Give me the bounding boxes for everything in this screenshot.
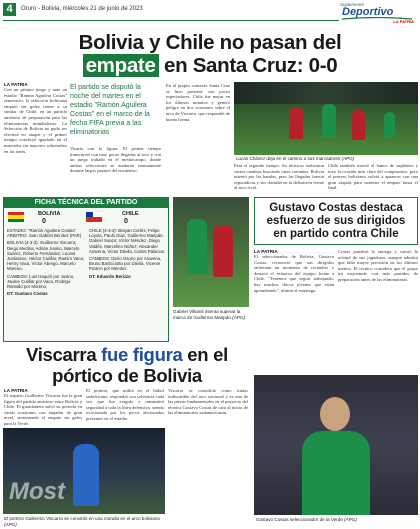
match-photo-1	[234, 82, 418, 155]
headline-rest: en Santa Cruz: 0-0	[163, 54, 338, 77]
callout-text: El partido se disputó la noche del martes en el estadio "Ramón Aguilera Costas" en el marco de la fecha FIFA previa a las eliminatorias	[70, 84, 150, 136]
home-coach: DT: Gustavo Costas	[7, 291, 48, 297]
byline: LA PATRIA	[4, 388, 28, 393]
viscarra-photo	[3, 428, 165, 514]
away-team-sheet	[89, 228, 167, 279]
away-team: CHILE	[122, 211, 139, 217]
headline-line2	[0, 54, 420, 78]
photo-caption: El portero Guillermo Viscarra se convirtió en una muralla en el arco boliviano (APG)	[4, 516, 160, 527]
coach-head	[320, 397, 350, 431]
article-col-1	[4, 82, 67, 154]
costas-col-1	[254, 249, 334, 293]
player-green	[384, 112, 395, 138]
home-changes: CAMBIOS: Luis Haquín por Jusino, Jaume Cuéllar por Vaca, Rodrigo Ramallo por Moreno.	[7, 273, 75, 290]
article-text: Costas ponderó la entrega y valoró la actitud de sus jugadores, aunque admitió que falta mayor precisión en los últimos metros. El técnico considera que el grupo irá mejorando con más partidos de preparación antes de las eliminatorias.	[338, 249, 418, 282]
article-text: Chile también movió el banco de suplentes y tuvo la ocasión más clara del compromiso, pero el portero boliviano volvió a aparecer con una gran atajada para sostener el empate hasta el final.	[328, 163, 418, 191]
player-green	[187, 219, 207, 274]
byline: LA PATRIA	[4, 82, 28, 87]
home-lineup: BOLIVIA (4-3-3): Guillermo Viscarra; Diego Medina, Adrián Jusino, Marcelo Suárez, Roberto Fernández; Leonel Justiniano, Héctor Cuéllar, Ramiro Vaca; Henry Vaca, Víctor Ábrego, Marcelo Moreno.	[7, 240, 85, 272]
article-text: El arquero Guillermo Viscarra fue la gran figura del partido amistoso entre Bolivia y Chile. El guardameta salvó su portería en varias ocasiones con atajadas de gran nivel, sosteniendo el empate sin goles para la Verde.	[4, 393, 82, 426]
photo-caption: Gustavo Costas seleccionador de la Verde (APG)	[256, 517, 357, 522]
photo-caption: Lucas Chávez deja en el camino a sus marcadores (APG)	[236, 156, 355, 161]
date-line: Oruro - Bolivia, miércoles 21 de junio de 2023	[21, 6, 143, 12]
home-score: 0	[42, 218, 46, 225]
player-red	[352, 110, 365, 140]
headline-highlight: fue figura	[101, 344, 183, 365]
viscarra-col-2	[86, 388, 164, 422]
main-headline	[0, 32, 420, 78]
match-photo-2	[173, 197, 249, 307]
article-col-5	[328, 163, 418, 191]
article-text: Con un pésimo juego y ante un estadio "Ramón Aguilera Costas" semivacío, la selección boliviana empató sin goles frente a su similar de Chile, en un partido amistoso de preparación para las eliminatorias mundialistas. La Selección de Bolivia no pudo ser efectiva en ataque y el primer tiempo concluyó igualado en el marcador sin mayores sobresaltos en las áreas.	[4, 87, 67, 154]
home-team: BOLIVIA	[38, 211, 61, 217]
article-text: En el propio contexto Santa Cruz se hizo presente con pocos espectadores. Chile fue mejor en los últimos minutos y generó peligro en dos ocasiones sobre el arco de Viscarra, que respondió de buena forma.	[166, 83, 230, 122]
viscarra-col-1	[4, 388, 82, 427]
costas-col-2	[338, 249, 418, 283]
page-header	[0, 0, 420, 32]
player-green	[322, 104, 336, 138]
supplement-label: Suplemento	[340, 2, 365, 7]
section-logo	[340, 2, 416, 26]
viscarra-headline	[0, 344, 254, 386]
away-lineup: CHILE (4-3-3): Brayan Cortés; Felipe Loyola, Paulo Díaz, Guillermo Maripán, Gabriel Suazo; Víctor Méndez, Diego Valdés, Marcelino Núñez; Alexander Aravena, Víctor Dávila, Carlos Palacios.	[89, 228, 166, 254]
chile-flag-icon	[86, 212, 102, 222]
photo-overlay-text: Most	[9, 478, 65, 505]
article-col-4	[234, 163, 324, 191]
article-text: El seleccionador de Bolivia, Gustavo Costas, reconoció que sus dirigidos enfrentan un momento de recambio y destacó el esfuerzo del equipo frente a Chile. "Tenemos que seguir trabajando, hay muchos chicos jóvenes que están aprendiendo", afirmó el estratega.	[254, 254, 334, 293]
coach-body	[302, 431, 370, 515]
stadium-lights	[234, 82, 418, 104]
headline-highlight: empate	[83, 54, 159, 77]
goalkeeper	[73, 444, 99, 506]
photo-caption: Gabriel Villamil intenta superar la marca de Guillermo Maripán (APG)	[173, 309, 246, 320]
viscarra-col-3	[168, 388, 248, 416]
article-text: El portero, que milita en el fútbol sudafricano, respondió con solvencia cada vez que fue exigido y transmitió seguridad a toda la línea defensiva, siendo ovacionado por los pocos aficionados presentes en el estadio.	[86, 388, 164, 421]
newspaper-name: LA PATRIA	[393, 19, 414, 24]
home-team-sheet	[7, 228, 85, 296]
costas-photo	[254, 375, 418, 515]
viscarra-headline-line2: pórtico de Bolivia	[52, 365, 202, 386]
page-number: 4	[6, 3, 13, 15]
header-rule	[3, 20, 339, 21]
viscarra-headline-line1: Viscarra fue figura en el	[26, 344, 228, 365]
page-number-box	[3, 3, 16, 16]
away-changes: CAMBIOS: Darío Osorio por Aravena, Bruno Barticciotto por Dávila, Vicente Pizarro por Méndez.	[89, 256, 162, 272]
player-red	[289, 107, 303, 139]
player-red	[213, 225, 233, 277]
bolivia-flag-icon	[8, 212, 24, 222]
headline-line1: Bolivia y Chile no pasan del	[78, 31, 342, 54]
article-text: Viscarra se consolida como titular indiscutible del arco nacional y es una de las piezas fundamentales en el proyecto del técnico Gustavo Costas de cara al inicio de las eliminatorias sudamericanas.	[168, 388, 248, 416]
away-score: 0	[124, 218, 128, 225]
stadium: ESTADIO: "Ramón Aguilera Costas"	[7, 228, 77, 233]
match-sheet	[3, 197, 169, 342]
logo-swoosh-icon	[342, 17, 412, 20]
referee: ARBITRO: Juan Gabriel Benítez (PAR)	[7, 233, 82, 239]
costas-headline-box	[254, 197, 418, 245]
article-text: Para el segundo tiempo, los técnicos realizaron varios cambios buscando otras variantes. Bolivia intentó por las bandas, pero las llegadas fueron esporádicas y sin claridad en la definición frente al arco rival.	[234, 163, 324, 191]
article-col-2	[70, 146, 161, 174]
callout-box	[70, 83, 161, 145]
article-col-3	[166, 83, 230, 122]
away-coach: DT: Eduardo Berizzo	[89, 273, 131, 279]
match-sheet-title: FICHA TÉCNICA DEL PARTIDO	[4, 198, 168, 208]
article-text: Visaría con la figura. El primer tiempo transcurrió con muy pocas llegadas al arco y con un juego trabado en el mediocampo, donde ambas selecciones se anularon mutuamente durante largos pasajes del encuentro.	[70, 146, 161, 174]
section-title: Deportivo	[342, 6, 394, 18]
byline: LA PATRIA	[254, 249, 278, 254]
costas-headline: Gustavo Costas destaca esfuerzo de sus dirigidos en partido contra Chile	[266, 201, 406, 240]
